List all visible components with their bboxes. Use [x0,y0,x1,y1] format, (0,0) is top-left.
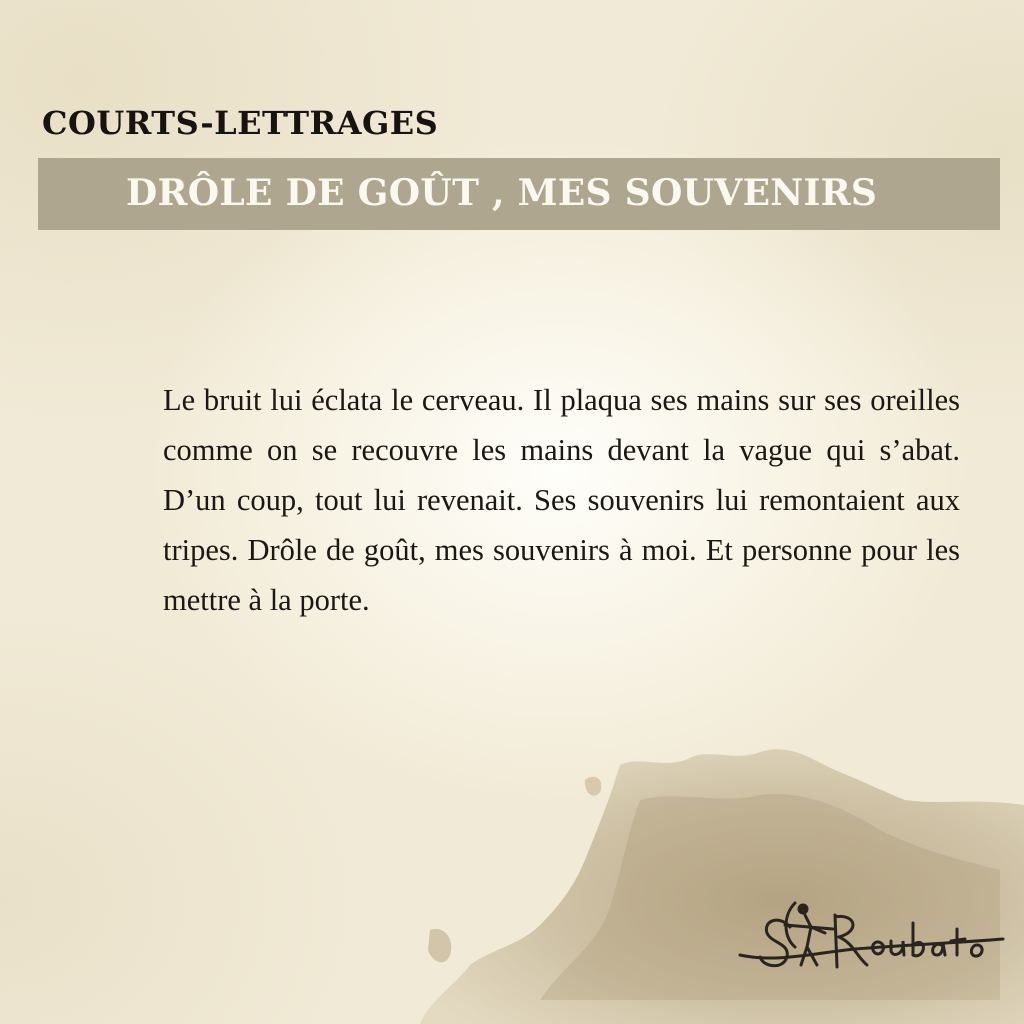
category-heading: COURTS-LETTRAGES [42,104,439,142]
title-banner [38,158,1000,230]
signature-logo [735,885,1010,995]
story-title: DRÔLE DE GOÛT , MES SOUVENIRS [126,172,878,214]
story-paragraph: Le bruit lui éclata le cerveau. Il plaqua ses mains sur ses oreilles comme on se recouvre les mains devant la vague qui s’abat. D’un coup, tout lui revenait. Ses souvenirs lui remontaient aux tripes. Drôle de goût, mes souvenirs à moi. Et personne pour les mettre à la porte. [163,383,960,617]
